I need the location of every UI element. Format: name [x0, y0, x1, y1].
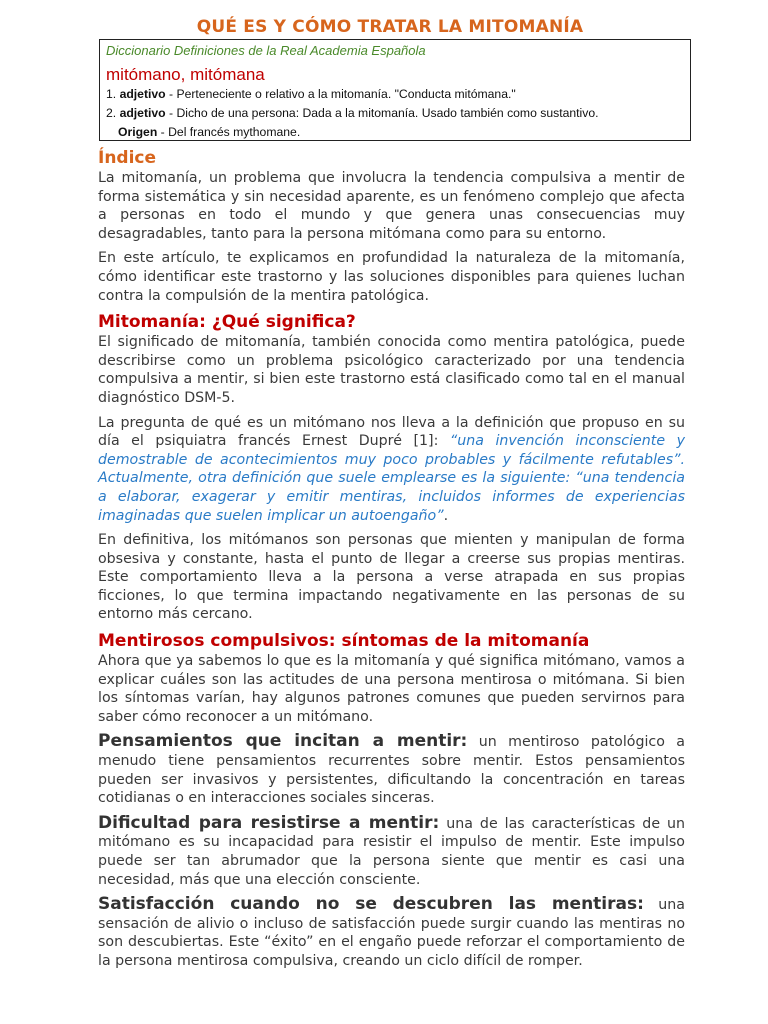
symptom-item: [98, 895, 685, 970]
symptom-item: [98, 732, 685, 807]
page-title: QUÉ ES Y CÓMO TRATAR LA MITOMANÍA: [196, 17, 584, 37]
meaning-paragraph-3: En definitiva, los mitómanos son personas que mienten y manipulan de forma obsesiva y constante, hasta el punto de llegar a creerse sus propias mentiras. Este comportamiento lleva a la persona a verse atrapada en sus propias ficciones, lo que termina impactando negativamente en las personas de su entorno más cercano.: [98, 532, 685, 623]
section-heading-meaning: Mitomanía: ¿Qué significa?: [98, 312, 356, 333]
definition-1-number: 1.: [106, 87, 117, 101]
intro-paragraph-1: La mitomanía, un problema que involucra la tendencia compulsiva a mentir de forma sistemática y sin necesidad aparente, es un fenómeno complejo que afecta a personas en todo el mundo y que genera unas consecuencias muy desagradables, tanto para la persona mitómana como para su entorno.: [98, 170, 685, 242]
meaning-paragraph-2-text: La pregunta de qué es un mitómano nos lleva a la definición que propuso en su día el psiquiatra francés Ernest Dupré [1]:: [98, 414, 685, 450]
index-heading[interactable]: Índice: [98, 148, 157, 168]
symptom-description: una sensación de alivio o incluso de satisfacción puede surgir cuando las mentiras no son descubiertas. Este “éxito” en el engaño puede reforzar el comportamiento de la persona mentirosa compulsiva, creando un ciclo difícil de romper.: [98, 897, 685, 969]
definition-2: [106, 104, 684, 123]
definition-1-pos: adjetivo: [119, 87, 166, 101]
symptom-description: un mentiroso patológico a menudo tiene pensamientos recurrentes sobre mentir. Estos pensamientos pueden ser invasivos y persistentes, dificultando la concentración en tareas cotidianas o en interacciones sociales sinceras.: [98, 734, 685, 807]
article-body: [98, 147, 685, 977]
definition-2-text: - Dicho de una persona: Dada a la mitomanía. Usado también como sustantivo.: [165, 106, 599, 120]
origin-label: Origen: [118, 125, 158, 139]
definition-2-pos: adjetivo: [119, 106, 166, 120]
dupre-quote: “una invención inconsciente y demostrable de acontecimientos muy poco probables y fácilmente refutables”. Actualmente, otra definición que suele emplearse es la siguiente:: [98, 433, 685, 487]
definition-1: [106, 85, 684, 104]
meaning-paragraph-1: El significado de mitomanía, también conocida como mentira patológica, puede describirse como un problema psicológico caracterizado por una tendencia compulsiva a mentir, si bien este trastorno está clasificado como tal en el manual diagnóstico DSM-5.: [98, 334, 685, 406]
definition-1-text: - Perteneciente o relativo a la mitomanía. "Conducta mitómana.": [165, 87, 516, 101]
symptom-item: [98, 814, 685, 889]
meaning-paragraph-2-end: .: [443, 507, 449, 524]
dictionary-source: Diccionario Definiciones de la Real Academia Española: [106, 43, 426, 58]
alternative-definition-quote: “una tendencia a elaborar, exagerar y emitir mentiras, incluidos informes de experiencias imaginadas que suelen implicar un autoengaño”: [98, 470, 685, 524]
symptom-term: Satisfacción cuando no se descubren las mentiras:: [98, 894, 644, 915]
meaning-paragraph-2: [98, 414, 685, 526]
definition-origin: [106, 123, 684, 142]
dictionary-word: mitómano, mitómana: [106, 65, 265, 84]
intro-paragraph-2: En este artículo, te explicamos en profundidad la naturaleza de la mitomanía, cómo identificar este trastorno y las soluciones disponibles para quienes luchan contra la compulsión de la mentira patológica.: [98, 250, 685, 304]
symptom-description: una de las características de un mitómano es su incapacidad para resistir el impulso de mentir. Este impulso puede ser tan abrumador que la persona siente que mentir es casi una necesidad, más que una elección consciente.: [98, 815, 686, 888]
definition-2-number: 2.: [106, 106, 117, 120]
dictionary-definition-box: [99, 39, 691, 141]
symptom-term: Dificultad para resistirse a mentir:: [98, 812, 440, 833]
symptoms-intro: Ahora que ya sabemos lo que es la mitomanía y qué significa mitómano, vamos a explicar cuáles son las actitudes de una persona mentirosa o mitómana. Si bien los síntomas varían, hay algunos patrones comunes que pueden servirnos para saber cómo reconocer a un mitómano.: [98, 653, 685, 725]
section-heading-symptoms: Mentirosos compulsivos: síntomas de la mitomanía: [98, 631, 590, 652]
origin-text: - Del francés mythomane.: [157, 125, 301, 139]
symptom-term: Pensamientos que incitan a mentir:: [98, 731, 468, 752]
